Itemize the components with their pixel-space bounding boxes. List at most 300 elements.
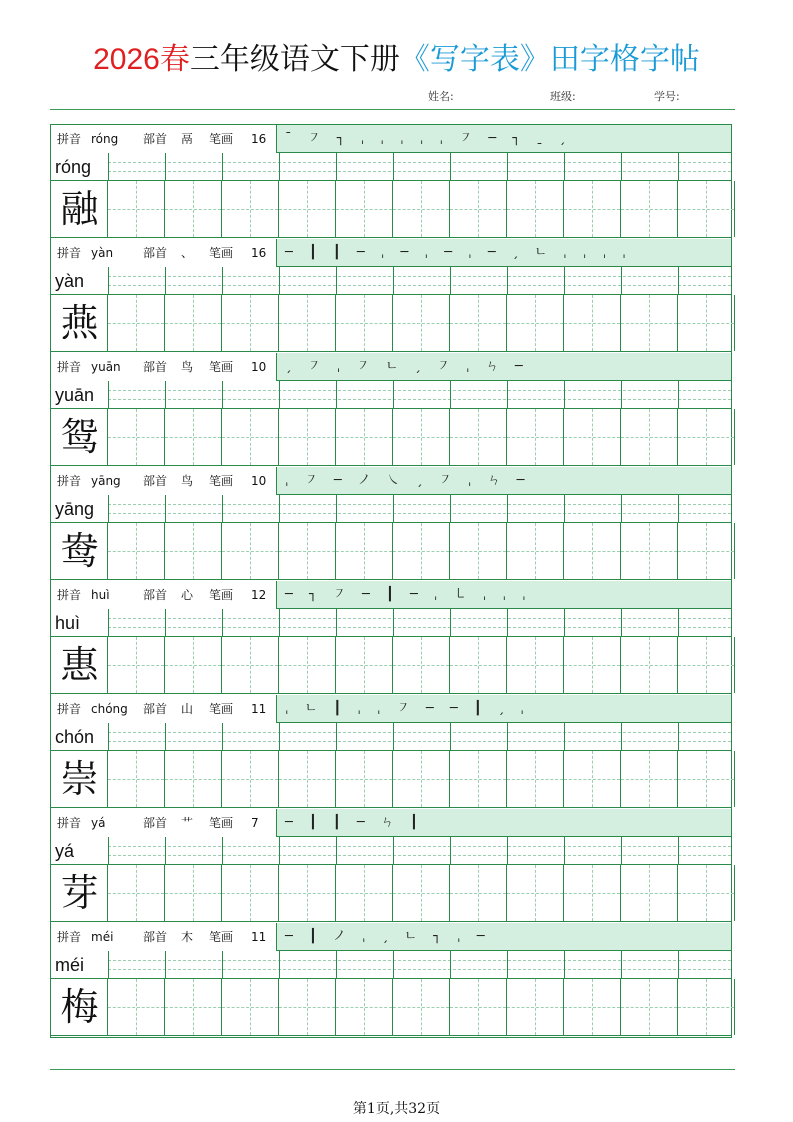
pinyin-cell-divider xyxy=(507,951,508,979)
pinyin-cell-divider xyxy=(393,837,394,865)
tian-grid-cell[interactable] xyxy=(621,751,678,807)
tian-grid-cell[interactable] xyxy=(108,865,165,921)
stroke-count-label: 笔画 xyxy=(209,132,234,146)
grid-guide-horizontal xyxy=(621,437,677,438)
grid-guide-horizontal xyxy=(507,665,563,666)
tian-grid-cell[interactable] xyxy=(564,979,621,1035)
pinyin-model: yàn xyxy=(55,271,85,291)
tian-grid-cell[interactable] xyxy=(507,295,564,351)
tian-grid-cell[interactable] xyxy=(51,523,108,579)
pinyin-label: 拼音 xyxy=(57,930,82,944)
tian-grid-cell[interactable] xyxy=(222,637,279,693)
pinyin-cell-divider xyxy=(222,609,223,637)
tian-grid-cell[interactable] xyxy=(507,979,564,1035)
pinyin-cell-divider xyxy=(450,153,451,181)
char-block xyxy=(51,467,731,581)
tian-grid-cell[interactable] xyxy=(336,979,393,1035)
pinyin-cell-divider xyxy=(108,381,109,409)
pinyin-cell-divider xyxy=(678,381,679,409)
tian-grid-cell[interactable] xyxy=(564,637,621,693)
pinyin-cell-divider xyxy=(678,495,679,523)
pinyin-value: chóng xyxy=(91,702,128,716)
tian-grid-cell[interactable] xyxy=(393,751,450,807)
pinyin-value: yá xyxy=(91,816,106,830)
tian-grid-cell[interactable] xyxy=(393,409,450,465)
tian-grid-cell[interactable] xyxy=(621,979,678,1035)
stroke-order-sequence: ˏ ㇇ ˌ ㇇ ㄴ ˏ ㇇ ˌ ㄣ ─ xyxy=(285,359,529,374)
tian-grid-cell[interactable] xyxy=(165,409,222,465)
grid-guide-horizontal xyxy=(507,209,563,210)
radical-label: 部首 xyxy=(143,816,168,830)
pinyin-cell-divider xyxy=(336,381,337,409)
pinyin-cell-divider xyxy=(621,609,622,637)
pinyin-cell-divider xyxy=(108,495,109,523)
pinyin-practice-row xyxy=(51,951,731,979)
tian-grid-cell[interactable] xyxy=(678,637,735,693)
pinyin-value: méi xyxy=(91,930,114,944)
radical-value: 木 xyxy=(181,930,194,944)
tian-grid-cell[interactable] xyxy=(222,181,279,237)
char-info-box xyxy=(51,467,277,495)
tian-grid-cell[interactable] xyxy=(279,751,336,807)
tian-grid-cell[interactable] xyxy=(507,409,564,465)
grid-guide-horizontal xyxy=(336,779,392,780)
pinyin-guide-line xyxy=(108,390,731,391)
tian-grid-cell[interactable] xyxy=(165,295,222,351)
pinyin-cell-divider xyxy=(336,153,337,181)
pinyin-cell-divider xyxy=(279,153,280,181)
stroke-order-sequence: ─ ┃ ┃ ─ ˌ ─ ˌ ─ ˌ ─ ˏ ㄴ ˌ ˌ ˌ ˌ xyxy=(285,245,632,260)
grid-guide-horizontal xyxy=(108,1007,164,1008)
radical-label: 部首 xyxy=(143,702,168,716)
pinyin-cell-divider xyxy=(222,723,223,751)
grid-guide-horizontal xyxy=(108,893,164,894)
pinyin-cell-divider xyxy=(165,267,166,295)
tian-grid-cell[interactable] xyxy=(564,295,621,351)
stroke-count-label: 笔画 xyxy=(209,588,234,602)
pinyin-cell-divider xyxy=(222,495,223,523)
grid-guide-horizontal xyxy=(336,1007,392,1008)
char-block xyxy=(51,923,731,1037)
pinyin-cell-divider xyxy=(621,153,622,181)
tian-grid-cell[interactable] xyxy=(51,751,108,807)
tian-grid-row xyxy=(51,865,731,922)
tian-grid-cell[interactable] xyxy=(393,523,450,579)
grid-guide-horizontal xyxy=(279,893,335,894)
tian-grid-row xyxy=(51,637,731,694)
tian-grid-cell[interactable] xyxy=(51,865,108,921)
pinyin-cell-divider xyxy=(108,951,109,979)
tian-grid-cell[interactable] xyxy=(678,751,735,807)
pinyin-model: yuān xyxy=(55,385,95,405)
grid-guide-horizontal xyxy=(621,665,677,666)
grid-guide-horizontal xyxy=(165,779,221,780)
radical-value: 鸟 xyxy=(181,474,194,488)
pinyin-model: yāng xyxy=(55,499,95,519)
pinyin-guide-line xyxy=(108,618,731,619)
tian-grid-cell[interactable] xyxy=(51,409,108,465)
tian-grid-cell[interactable] xyxy=(450,409,507,465)
pinyin-cell-divider xyxy=(564,723,565,751)
tian-grid-cell[interactable] xyxy=(393,295,450,351)
tian-grid-cell[interactable] xyxy=(507,523,564,579)
tian-grid-cell[interactable] xyxy=(564,181,621,237)
char-info-bar xyxy=(51,125,731,153)
pinyin-guide-line xyxy=(108,846,731,847)
tian-grid-cell[interactable] xyxy=(165,865,222,921)
pinyin-cell-divider xyxy=(336,837,337,865)
pinyin-model: huì xyxy=(55,613,81,633)
pinyin-cell-divider xyxy=(336,609,337,637)
grid-guide-horizontal xyxy=(279,779,335,780)
tian-grid-cell[interactable] xyxy=(678,979,735,1035)
pinyin-cell-divider xyxy=(450,267,451,295)
pinyin-cell-divider xyxy=(393,267,394,295)
tian-grid-cell[interactable] xyxy=(621,637,678,693)
pinyin-cell-divider xyxy=(336,267,337,295)
grid-guide-horizontal xyxy=(621,1007,677,1008)
tian-grid-row xyxy=(51,295,731,352)
pinyin-cell-divider xyxy=(165,951,166,979)
radical-value: 艹 xyxy=(181,816,194,830)
pinyin-label: 拼音 xyxy=(57,132,82,146)
tian-grid-row xyxy=(51,523,731,580)
tian-grid-cell[interactable] xyxy=(222,409,279,465)
pinyin-label: 拼音 xyxy=(57,702,82,716)
pinyin-cell-divider xyxy=(393,609,394,637)
tian-grid-cell[interactable] xyxy=(678,295,735,351)
pinyin-cell-divider xyxy=(222,381,223,409)
tian-grid-cell[interactable] xyxy=(222,865,279,921)
pinyin-label: 拼音 xyxy=(57,246,82,260)
tian-grid-cell[interactable] xyxy=(336,865,393,921)
char-info-box xyxy=(51,695,277,723)
pinyin-cell-divider xyxy=(279,381,280,409)
pinyin-cell-divider xyxy=(279,267,280,295)
tian-grid-cell[interactable] xyxy=(336,181,393,237)
pinyin-cell-divider xyxy=(165,723,166,751)
pinyin-cell-divider xyxy=(336,951,337,979)
grid-guide-horizontal xyxy=(621,323,677,324)
page-counter: 第1页,共32页 xyxy=(352,1101,441,1117)
stroke-count-value: 16 xyxy=(251,246,267,260)
page-title xyxy=(0,38,793,82)
tian-grid-cell[interactable] xyxy=(450,181,507,237)
stroke-count-label: 笔画 xyxy=(209,360,234,374)
grid-guide-horizontal xyxy=(450,1007,506,1008)
tian-grid-cell[interactable] xyxy=(678,523,735,579)
tian-grid-cell[interactable] xyxy=(450,865,507,921)
model-character: 芽 xyxy=(60,871,99,915)
tian-grid-cell[interactable] xyxy=(450,523,507,579)
pinyin-label: 拼音 xyxy=(57,360,82,374)
grid-guide-horizontal xyxy=(336,209,392,210)
tian-grid-cell[interactable] xyxy=(108,523,165,579)
grid-guide-horizontal xyxy=(165,893,221,894)
tian-grid-cell[interactable] xyxy=(336,295,393,351)
tian-grid-cell[interactable] xyxy=(621,181,678,237)
pinyin-cell-divider xyxy=(564,837,565,865)
grid-guide-horizontal xyxy=(222,893,278,894)
tian-grid-cell[interactable] xyxy=(621,865,678,921)
pinyin-cell-divider xyxy=(393,951,394,979)
tian-grid-cell[interactable] xyxy=(450,979,507,1035)
pinyin-guide-line xyxy=(108,969,731,970)
pinyin-guide-line xyxy=(108,960,731,961)
grid-guide-horizontal xyxy=(222,323,278,324)
stroke-order-sequence: ˌ ㄴ ┃ ˌ ˌ ㇇ ─ ─ ┃ ˏ ˌ xyxy=(285,701,530,716)
grid-guide-horizontal xyxy=(507,779,563,780)
stroke-count-label: 笔画 xyxy=(209,702,234,716)
radical-value: 鬲 xyxy=(181,132,194,146)
grid-guide-horizontal xyxy=(678,209,734,210)
grid-guide-horizontal xyxy=(450,551,506,552)
stroke-count-value: 12 xyxy=(251,588,267,602)
tian-grid-cell[interactable] xyxy=(51,295,108,351)
tian-grid-cell[interactable] xyxy=(336,751,393,807)
model-character: 融 xyxy=(60,187,99,231)
tian-grid-cell[interactable] xyxy=(222,751,279,807)
char-info-bar xyxy=(51,239,731,267)
pinyin-cell-divider xyxy=(507,609,508,637)
char-block xyxy=(51,125,731,239)
tian-grid-cell[interactable] xyxy=(165,523,222,579)
char-info-box xyxy=(51,923,277,951)
grid-guide-horizontal xyxy=(165,323,221,324)
pinyin-cell-divider xyxy=(450,381,451,409)
pinyin-cell-divider xyxy=(336,495,337,523)
radical-label: 部首 xyxy=(143,474,168,488)
grid-guide-horizontal xyxy=(108,551,164,552)
tian-grid-cell[interactable] xyxy=(108,751,165,807)
char-info-bar xyxy=(51,809,731,837)
tian-grid-cell[interactable] xyxy=(621,523,678,579)
pinyin-cell-divider xyxy=(678,609,679,637)
tian-grid-cell[interactable] xyxy=(222,523,279,579)
char-info-bar xyxy=(51,581,731,609)
grid-guide-horizontal xyxy=(564,665,620,666)
char-info-box xyxy=(51,239,277,267)
tian-grid-cell[interactable] xyxy=(165,181,222,237)
grid-guide-horizontal xyxy=(336,437,392,438)
grid-guide-horizontal xyxy=(450,323,506,324)
tian-grid-cell[interactable] xyxy=(222,295,279,351)
stroke-count-label: 笔画 xyxy=(209,816,234,830)
tian-grid-cell[interactable] xyxy=(165,751,222,807)
pinyin-guide-line xyxy=(108,855,731,856)
grid-guide-horizontal xyxy=(393,437,449,438)
model-character: 燕 xyxy=(60,301,99,345)
grid-guide-horizontal xyxy=(564,1007,620,1008)
tian-grid-cell[interactable] xyxy=(564,751,621,807)
tian-grid-cell[interactable] xyxy=(507,637,564,693)
grid-guide-horizontal xyxy=(108,437,164,438)
grid-guide-horizontal xyxy=(393,893,449,894)
stroke-count-value: 7 xyxy=(251,816,259,830)
pinyin-cell-divider xyxy=(621,951,622,979)
tian-grid-cell[interactable] xyxy=(108,409,165,465)
tian-grid-cell[interactable] xyxy=(336,409,393,465)
tian-grid-cell[interactable] xyxy=(564,523,621,579)
tian-grid-cell[interactable] xyxy=(279,637,336,693)
grid-guide-horizontal xyxy=(108,665,164,666)
tian-grid-cell[interactable] xyxy=(108,979,165,1035)
model-character: 鸯 xyxy=(60,529,99,573)
grid-guide-horizontal xyxy=(564,323,620,324)
pinyin-cell-divider xyxy=(165,153,166,181)
tian-grid-row xyxy=(51,979,731,1036)
tian-grid-cell[interactable] xyxy=(279,865,336,921)
pinyin-cell-divider xyxy=(564,267,565,295)
tian-grid-cell[interactable] xyxy=(51,637,108,693)
grid-guide-horizontal xyxy=(165,209,221,210)
pinyin-practice-row xyxy=(51,381,731,409)
tian-grid-cell[interactable] xyxy=(108,181,165,237)
pinyin-value: róng xyxy=(91,132,119,146)
grid-guide-horizontal xyxy=(336,893,392,894)
tian-grid-cell[interactable] xyxy=(678,181,735,237)
tian-grid-cell[interactable] xyxy=(507,181,564,237)
name-label: 姓名: xyxy=(428,90,454,103)
grid-guide-horizontal xyxy=(222,551,278,552)
grid-guide-horizontal xyxy=(678,779,734,780)
tian-grid-cell[interactable] xyxy=(279,409,336,465)
tian-grid-cell[interactable] xyxy=(678,409,735,465)
pinyin-cell-divider xyxy=(450,723,451,751)
pinyin-cell-divider xyxy=(450,495,451,523)
grid-guide-horizontal xyxy=(222,779,278,780)
pinyin-practice-row xyxy=(51,609,731,637)
pinyin-guide-line xyxy=(108,276,731,277)
pinyin-cell-divider xyxy=(336,723,337,751)
pinyin-guide-line xyxy=(108,285,731,286)
pinyin-cell-divider xyxy=(507,381,508,409)
tian-grid-cell[interactable] xyxy=(507,751,564,807)
tian-grid-cell[interactable] xyxy=(564,865,621,921)
pinyin-cell-divider xyxy=(108,609,109,637)
pinyin-guide-line xyxy=(108,513,731,514)
tian-grid-cell[interactable] xyxy=(222,979,279,1035)
tian-grid-cell[interactable] xyxy=(393,979,450,1035)
tian-grid-cell[interactable] xyxy=(279,295,336,351)
tian-grid-cell[interactable] xyxy=(393,637,450,693)
grid-guide-horizontal xyxy=(621,209,677,210)
pinyin-cell-divider xyxy=(222,951,223,979)
stroke-order-sequence: ─ ┃ ノ ˌ ˏ ㄴ ┐ ˌ ─ xyxy=(285,929,491,944)
radical-value: 鸟 xyxy=(181,360,194,374)
grid-guide-horizontal xyxy=(564,551,620,552)
grid-guide-horizontal xyxy=(678,893,734,894)
pinyin-cell-divider xyxy=(678,267,679,295)
pinyin-model: róng xyxy=(55,157,92,177)
tian-grid-cell[interactable] xyxy=(108,295,165,351)
pinyin-cell-divider xyxy=(108,267,109,295)
pinyin-cell-divider xyxy=(222,267,223,295)
tian-grid-cell[interactable] xyxy=(279,181,336,237)
tian-grid-cell[interactable] xyxy=(51,181,108,237)
pinyin-cell-divider xyxy=(621,723,622,751)
grid-guide-horizontal xyxy=(678,1007,734,1008)
tian-grid-cell[interactable] xyxy=(450,637,507,693)
pinyin-cell-divider xyxy=(507,495,508,523)
stroke-count-value: 16 xyxy=(251,132,267,146)
tian-grid-cell[interactable] xyxy=(507,865,564,921)
tian-grid-cell[interactable] xyxy=(279,979,336,1035)
grid-guide-horizontal xyxy=(108,323,164,324)
grid-guide-horizontal xyxy=(279,1007,335,1008)
stroke-order-sequence: ─ ┃ ┃ ─ ㄣ ┃ xyxy=(285,815,424,830)
model-character: 梅 xyxy=(60,985,99,1029)
grid-guide-horizontal xyxy=(621,893,677,894)
tian-grid-cell[interactable] xyxy=(279,523,336,579)
tian-grid-cell[interactable] xyxy=(621,409,678,465)
tian-grid-cell[interactable] xyxy=(678,865,735,921)
pinyin-cell-divider xyxy=(678,951,679,979)
tian-grid-cell[interactable] xyxy=(450,751,507,807)
tian-grid-cell[interactable] xyxy=(51,979,108,1035)
tian-grid-cell[interactable] xyxy=(393,181,450,237)
grid-guide-horizontal xyxy=(507,1007,563,1008)
stroke-order-sequence: ─ ┐ ㇇ ─ ┃ ─ ˌ ㇄ ˌ ˌ ˌ xyxy=(285,587,532,602)
pinyin-guide-line xyxy=(108,399,731,400)
grid-guide-horizontal xyxy=(393,209,449,210)
grid-guide-horizontal xyxy=(678,665,734,666)
grid-guide-horizontal xyxy=(678,323,734,324)
char-info-bar xyxy=(51,353,731,381)
radical-label: 部首 xyxy=(143,246,168,260)
tian-grid-row xyxy=(51,181,731,238)
pinyin-cell-divider xyxy=(678,723,679,751)
grid-guide-horizontal xyxy=(564,779,620,780)
pinyin-cell-divider xyxy=(393,153,394,181)
pinyin-cell-divider xyxy=(507,153,508,181)
tian-grid-cell[interactable] xyxy=(450,295,507,351)
tian-grid-cell[interactable] xyxy=(108,637,165,693)
grid-guide-horizontal xyxy=(450,437,506,438)
stroke-count-value: 10 xyxy=(251,474,267,488)
grid-guide-horizontal xyxy=(108,209,164,210)
tian-grid-cell[interactable] xyxy=(336,523,393,579)
pinyin-guide-line xyxy=(108,171,731,172)
grid-guide-horizontal xyxy=(507,551,563,552)
pinyin-cell-divider xyxy=(165,837,166,865)
radical-label: 部首 xyxy=(143,360,168,374)
grid-guide-horizontal xyxy=(507,323,563,324)
pinyin-model: méi xyxy=(55,955,85,975)
char-block xyxy=(51,581,731,695)
pinyin-cell-divider xyxy=(564,495,565,523)
title-spring: 春 xyxy=(159,42,190,77)
char-block xyxy=(51,239,731,353)
tian-grid-cell[interactable] xyxy=(621,295,678,351)
tian-grid-cell[interactable] xyxy=(564,409,621,465)
pinyin-model: yá xyxy=(55,841,75,861)
tian-grid-cell[interactable] xyxy=(165,637,222,693)
stroke-count-value: 11 xyxy=(251,702,267,716)
pinyin-label: 拼音 xyxy=(57,816,82,830)
tian-grid-cell[interactable] xyxy=(165,979,222,1035)
tian-grid-row xyxy=(51,751,731,808)
model-character: 惠 xyxy=(60,643,99,687)
tian-grid-cell[interactable] xyxy=(393,865,450,921)
pinyin-label: 拼音 xyxy=(57,588,82,602)
pinyin-value: huì xyxy=(91,588,110,602)
pinyin-cell-divider xyxy=(450,837,451,865)
char-info-bar xyxy=(51,695,731,723)
tian-grid-cell[interactable] xyxy=(336,637,393,693)
pinyin-cell-divider xyxy=(621,267,622,295)
grid-guide-horizontal xyxy=(393,665,449,666)
